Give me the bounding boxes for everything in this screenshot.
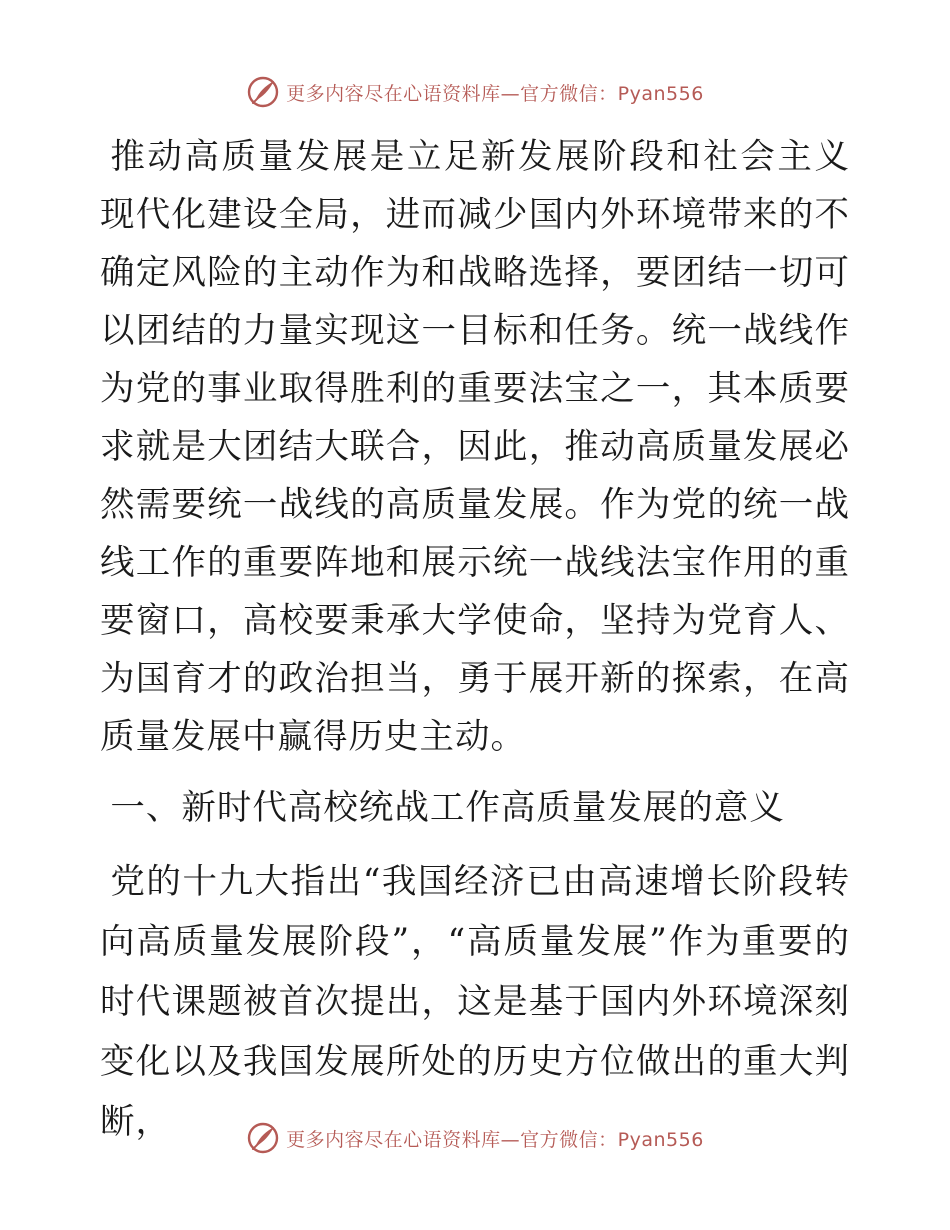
footer-banner [0, 1118, 950, 1158]
body-paragraph: 推动高质量发展是立足新发展阶段和社会主义现代化建设全局，进而减少国内外环境带来的不确定风险的主动作为和战略选择，要团结一切可以团结的力量实现这一目标和任务。统一战线作为党的事业取得胜利的重要法宝之一，其本质要求就是大团结大联合，因此，推动高质量发展必然需要统一战线的高质量发展。作为党的统一战线工作的重要阵地和展示统一战线法宝作用的重要窗口，高校要秉承大学使命，坚持为党育人、为国育才的政治担当，勇于展开新的探索，在高质量发展中赢得历史主动。 [100, 137, 850, 757]
section-heading: 一、新时代高校统战工作高质量发展的意义 [110, 788, 785, 828]
banner-text: 更多内容尽在心语资料库—官方微信：Pyan556 [286, 1128, 704, 1151]
feather-circle-logo-icon [246, 1121, 280, 1155]
header-banner [0, 72, 950, 112]
banner-text: 更多内容尽在心语资料库—官方微信：Pyan556 [286, 82, 704, 105]
feather-circle-logo-icon [246, 75, 280, 109]
body-paragraph: 党的十九大指出“我国经济已由高速增长阶段转向高质量发展阶段”，“高质量发展”作为重要的时代课题被首次提出，这是基于国内外环境深刻变化以及我国发展所处的历史方位做出的重大判断， [100, 862, 850, 1142]
document-body [100, 128, 850, 1152]
